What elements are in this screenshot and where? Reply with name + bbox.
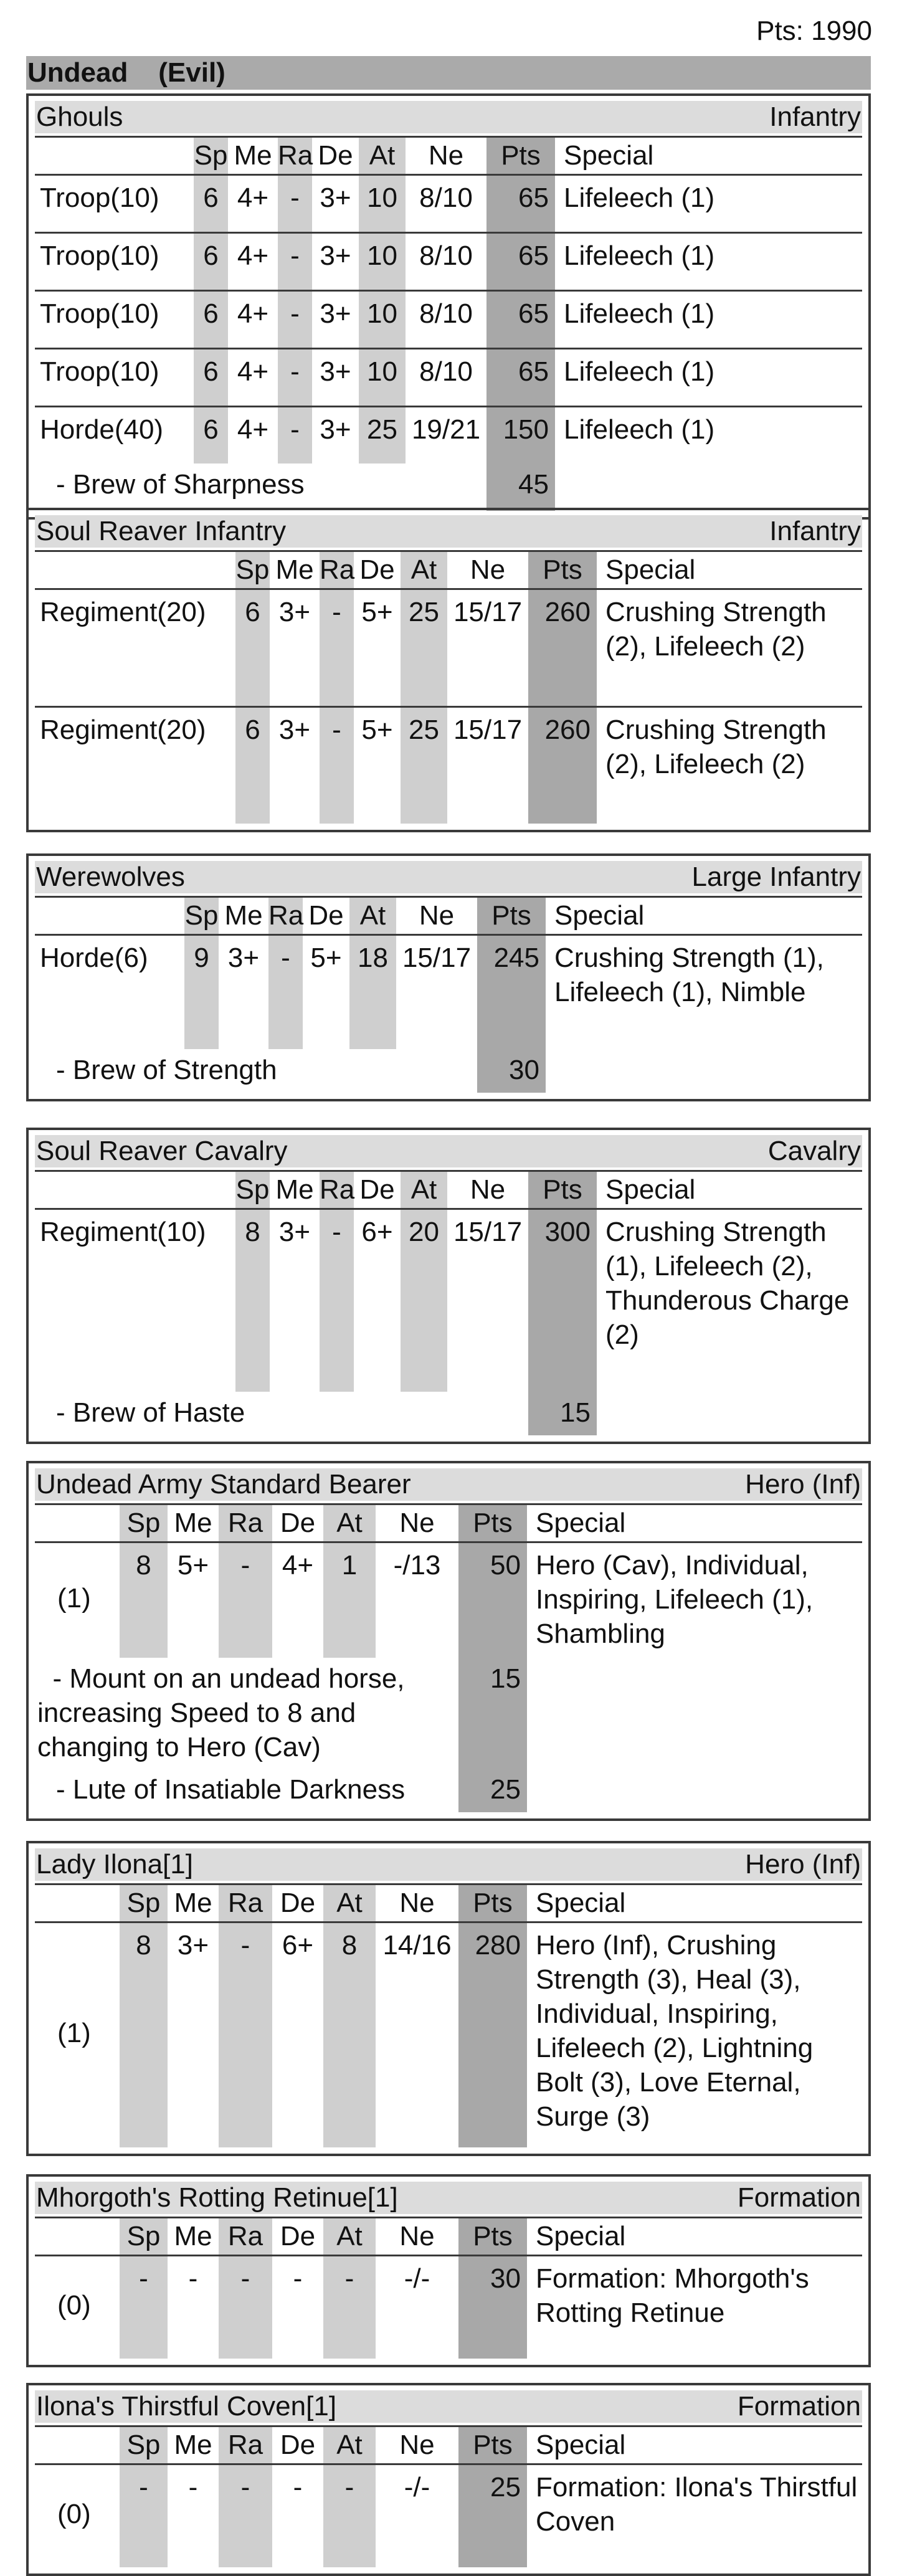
stat-me: 4+ xyxy=(228,232,278,290)
stat-ne: 15/17 xyxy=(402,943,472,973)
column-header-de: De xyxy=(354,1172,401,1210)
header-spacer xyxy=(35,2218,120,2256)
stat-ra: - xyxy=(320,706,354,824)
column-header-pts: Pts xyxy=(458,1885,527,1923)
upgrade-pts: 45 xyxy=(486,463,555,511)
upgrade-option: - Brew of Sharpness xyxy=(56,469,305,500)
column-header-ne: Ne xyxy=(396,898,477,936)
stat-ra: - xyxy=(268,936,303,1049)
stat-pts: 260 xyxy=(528,590,597,706)
stat-at: 25 xyxy=(401,590,447,706)
column-header-at: At xyxy=(401,1172,447,1210)
stat-table xyxy=(35,2425,862,2567)
column-header-special: Special xyxy=(527,2218,862,2256)
column-header-pts: Pts xyxy=(458,1505,527,1543)
upgrade-spacer xyxy=(597,1392,862,1435)
unit-header xyxy=(35,1135,862,1167)
column-header-ne: Ne xyxy=(376,1885,458,1923)
stat-me: 4+ xyxy=(237,183,269,213)
stat-me: 3+ xyxy=(278,1217,311,1247)
upgrade-spacer xyxy=(555,463,862,511)
stat-sp: 6 xyxy=(194,290,228,348)
stat-ra: - xyxy=(219,2256,272,2359)
stat-sp: 6 xyxy=(235,590,270,706)
stat-me: 4+ xyxy=(228,406,278,463)
unit-card xyxy=(26,1128,871,1444)
unit-card xyxy=(26,1461,871,1821)
stat-pts: 65 xyxy=(486,232,555,290)
column-header-me: Me xyxy=(168,2218,219,2256)
stat-ra: - xyxy=(219,1543,272,1658)
column-header-special: Special xyxy=(546,898,862,936)
special-rules: Lifeleech (1) xyxy=(564,183,715,213)
stat-pts: 150 xyxy=(486,406,555,463)
column-header-ra: Ra xyxy=(278,138,312,176)
stat-at: 10 xyxy=(359,290,406,348)
column-header-ne: Ne xyxy=(447,552,528,590)
stat-sp: 8 xyxy=(120,1543,168,1658)
unit-type: Formation xyxy=(737,2182,861,2213)
header-spacer xyxy=(35,2427,120,2465)
column-header-de: De xyxy=(312,138,359,176)
stat-pts: 280 xyxy=(458,1923,527,2147)
header-spacer xyxy=(35,898,184,936)
stat-sp: 6 xyxy=(194,232,228,290)
unit-size: Troop(10) xyxy=(35,348,194,406)
stat-de: 3+ xyxy=(312,406,359,463)
stat-ne: -/- xyxy=(404,2472,430,2502)
unit-type: Cavalry xyxy=(767,1136,861,1166)
upgrade-pts: 30 xyxy=(477,1049,546,1093)
army-title: Undead (Evil) xyxy=(26,56,871,90)
stat-sp: 6 xyxy=(194,406,228,463)
stat-ne: 8/10 xyxy=(419,183,473,213)
unit-header xyxy=(35,2182,862,2214)
special-rules: Formation: Ilona's Thirstful Coven xyxy=(536,2472,858,2537)
special-rules: Lifeleech (1) xyxy=(555,348,862,406)
column-header-pts: Pts xyxy=(458,2218,527,2256)
special-rules: Crushing Strength (2), Lifeleech (2) xyxy=(597,706,862,824)
stat-pts: 25 xyxy=(458,2465,527,2567)
unit-type: Infantry xyxy=(769,102,861,132)
column-header-de: De xyxy=(272,1505,323,1543)
unit-size: Regiment(20) xyxy=(40,597,206,627)
stat-at: 20 xyxy=(401,1210,447,1392)
column-header-ra: Ra xyxy=(320,1172,354,1210)
column-header-ne: Ne xyxy=(376,2218,458,2256)
special-rules: Crushing Strength (1), Lifeleech (1), Nimble xyxy=(554,943,824,1007)
special-rules: Formation: Mhorgoth's Rotting Retinue xyxy=(536,2263,809,2328)
stat-pts: 65 xyxy=(486,290,555,348)
unit-size: (0) xyxy=(57,2289,91,2321)
column-header-sp: Sp xyxy=(235,1172,270,1210)
unit-size: (0) xyxy=(57,2498,91,2529)
column-header-ra: Ra xyxy=(268,898,303,936)
stat-ra: - xyxy=(278,232,312,290)
points-total: Pts: 1990 xyxy=(756,16,872,46)
special-rules: Lifeleech (1) xyxy=(555,406,862,463)
stat-de: 3+ xyxy=(320,183,351,213)
header-spacer xyxy=(35,1505,120,1543)
unit-size: Horde(40) xyxy=(35,406,194,463)
column-header-special: Special xyxy=(597,552,862,590)
column-header-ra: Ra xyxy=(320,552,354,590)
unit-type: Infantry xyxy=(769,516,861,546)
column-header-pts: Pts xyxy=(486,138,555,176)
unit-size: (1) xyxy=(57,1582,91,1614)
stat-de: 4+ xyxy=(282,1550,314,1580)
column-header-at: At xyxy=(323,2218,376,2256)
stat-me: 3+ xyxy=(270,706,320,824)
special-rules: Crushing Strength (1), Lifeleech (2), Thunderous Charge (2) xyxy=(605,1217,850,1350)
stat-at: 25 xyxy=(401,706,447,824)
stat-table xyxy=(35,136,862,511)
unit-header xyxy=(35,861,862,893)
upgrade-spacer xyxy=(546,1049,862,1093)
upgrade-spacer xyxy=(527,1658,862,1769)
unit-size: Regiment(10) xyxy=(40,1217,206,1247)
upgrade-spacer xyxy=(527,1769,862,1812)
upgrade-pts: 25 xyxy=(458,1769,527,1812)
column-header-special: Special xyxy=(527,1885,862,1923)
column-header-me: Me xyxy=(219,898,268,936)
column-header-sp: Sp xyxy=(120,1505,168,1543)
column-header-me: Me xyxy=(228,138,278,176)
unit-header xyxy=(35,2390,862,2423)
stat-ne: 8/10 xyxy=(406,290,486,348)
stat-pts: 260 xyxy=(528,706,597,824)
stat-me: 3+ xyxy=(177,1930,209,1961)
column-header-ne: Ne xyxy=(376,2427,458,2465)
stat-sp: - xyxy=(120,2256,168,2359)
stat-at: 25 xyxy=(359,406,406,463)
unit-card xyxy=(26,93,871,520)
upgrade-option: - Brew of Strength xyxy=(56,1055,277,1085)
unit-name: Ilona's Thirstful Coven[1] xyxy=(36,2391,337,2422)
column-header-special: Special xyxy=(555,138,862,176)
unit-name: Lady Ilona[1] xyxy=(36,1849,193,1880)
special-rules: Hero (Inf), Crushing Strength (3), Heal (3), Individual, Inspiring, Lifeleech (2), Lightning Bolt (3), Love Eternal, Surge (3) xyxy=(536,1930,814,2132)
unit-type: Formation xyxy=(737,2391,861,2422)
stat-at: 8 xyxy=(323,1923,376,2147)
column-header-pts: Pts xyxy=(477,898,546,936)
stat-ra: - xyxy=(320,1210,354,1392)
upgrade-pts: 15 xyxy=(458,1658,527,1769)
stat-ne: 8/10 xyxy=(406,348,486,406)
unit-type: Large Infantry xyxy=(691,862,861,892)
unit-name: Werewolves xyxy=(36,862,185,892)
stat-ra: - xyxy=(278,348,312,406)
stat-at: 10 xyxy=(359,348,406,406)
column-header-ra: Ra xyxy=(219,1505,272,1543)
unit-card xyxy=(26,1841,871,2156)
stat-de: 5+ xyxy=(354,706,401,824)
special-rules: Crushing Strength (2), Lifeleech (2) xyxy=(605,597,827,662)
column-header-special: Special xyxy=(597,1172,862,1210)
stat-at: 18 xyxy=(349,936,396,1049)
stat-de: 3+ xyxy=(312,232,359,290)
unit-type: Hero (Inf) xyxy=(745,1849,861,1880)
stat-ne: 15/17 xyxy=(453,1217,523,1247)
stat-me: 5+ xyxy=(177,1550,209,1580)
stat-de: 5+ xyxy=(361,597,393,627)
stat-sp: 6 xyxy=(235,706,270,824)
stat-ne: 8/10 xyxy=(406,232,486,290)
unit-size: Regiment(20) xyxy=(35,706,235,824)
unit-name: Mhorgoth's Rotting Retinue[1] xyxy=(36,2182,398,2213)
stat-sp: 8 xyxy=(120,1923,168,2147)
column-header-sp: Sp xyxy=(184,898,219,936)
stat-de: 6+ xyxy=(282,1930,314,1961)
unit-size: Troop(10) xyxy=(40,183,159,213)
column-header-de: De xyxy=(272,2427,323,2465)
header-spacer xyxy=(35,552,235,590)
stat-at: 1 xyxy=(323,1543,376,1658)
stat-ra: - xyxy=(219,1923,272,2147)
column-header-sp: Sp xyxy=(194,138,228,176)
column-header-de: De xyxy=(303,898,349,936)
stat-pts: 30 xyxy=(458,2256,527,2359)
stat-at: 10 xyxy=(359,176,406,232)
stat-table xyxy=(35,896,862,1093)
unit-size: Troop(10) xyxy=(35,290,194,348)
header-spacer xyxy=(35,1885,120,1923)
column-header-at: At xyxy=(323,1885,376,1923)
stat-me: 4+ xyxy=(228,290,278,348)
stat-table xyxy=(35,550,862,824)
column-header-ra: Ra xyxy=(219,2218,272,2256)
upgrade-option: - Brew of Haste xyxy=(56,1397,245,1428)
column-header-at: At xyxy=(401,552,447,590)
stat-sp: 6 xyxy=(194,348,228,406)
stat-ne: 15/17 xyxy=(447,706,528,824)
stat-table xyxy=(35,1503,862,1812)
column-header-me: Me xyxy=(270,552,320,590)
special-rules: Lifeleech (1) xyxy=(555,290,862,348)
stat-at: 10 xyxy=(359,232,406,290)
header-spacer xyxy=(35,138,194,176)
upgrade-option: - Mount on an undead horse, increasing Speed to 8 and changing to Hero (Cav) xyxy=(37,1663,405,1762)
stat-de: 3+ xyxy=(312,290,359,348)
stat-de: 6+ xyxy=(361,1217,393,1247)
special-rules: Hero (Cav), Individual, Inspiring, Lifeleech (1), Shambling xyxy=(536,1550,814,1649)
stat-ne: 14/16 xyxy=(382,1930,452,1961)
column-header-me: Me xyxy=(168,1885,219,1923)
stat-ne: -/- xyxy=(404,2263,430,2294)
column-header-at: At xyxy=(359,138,406,176)
stat-sp: - xyxy=(120,2465,168,2567)
column-header-me: Me xyxy=(270,1172,320,1210)
header-spacer xyxy=(35,1172,235,1210)
stat-sp: 6 xyxy=(194,176,228,232)
column-header-ne: Ne xyxy=(376,1505,458,1543)
stat-de: - xyxy=(293,2263,303,2294)
stat-ne: 19/21 xyxy=(406,406,486,463)
stat-pts: 50 xyxy=(458,1543,527,1658)
unit-card xyxy=(26,2383,871,2576)
column-header-at: At xyxy=(323,2427,376,2465)
column-header-sp: Sp xyxy=(120,2427,168,2465)
stat-table xyxy=(35,1170,862,1435)
stat-de: - xyxy=(293,2472,303,2502)
unit-header xyxy=(35,1848,862,1881)
unit-header xyxy=(35,1468,862,1501)
column-header-sp: Sp xyxy=(120,1885,168,1923)
stat-ra: - xyxy=(219,2465,272,2567)
stat-at: - xyxy=(323,2465,376,2567)
column-header-de: De xyxy=(272,1885,323,1923)
unit-name: Soul Reaver Cavalry xyxy=(36,1136,288,1166)
stat-de: 3+ xyxy=(312,348,359,406)
column-header-at: At xyxy=(349,898,396,936)
unit-card xyxy=(26,853,871,1101)
special-rules: Lifeleech (1) xyxy=(555,232,862,290)
stat-ne: 15/17 xyxy=(453,597,523,627)
unit-card xyxy=(26,508,871,832)
stat-me: 3+ xyxy=(278,597,311,627)
stat-pts: 65 xyxy=(486,348,555,406)
stat-ne: -/13 xyxy=(393,1550,441,1580)
unit-name: Undead Army Standard Bearer xyxy=(36,1469,411,1499)
column-header-ne: Ne xyxy=(447,1172,528,1210)
unit-type: Hero (Inf) xyxy=(745,1469,861,1499)
stat-ra: - xyxy=(278,406,312,463)
column-header-ra: Ra xyxy=(219,2427,272,2465)
stat-me: - xyxy=(188,2472,198,2502)
column-header-pts: Pts xyxy=(528,1172,597,1210)
stat-ra: - xyxy=(278,176,312,232)
unit-header xyxy=(35,515,862,548)
column-header-me: Me xyxy=(168,2427,219,2465)
stat-table xyxy=(35,2217,862,2359)
upgrade-pts: 15 xyxy=(528,1392,597,1435)
column-header-de: De xyxy=(272,2218,323,2256)
stat-sp: 8 xyxy=(235,1210,270,1392)
stat-de: 5+ xyxy=(310,943,342,973)
stat-sp: 9 xyxy=(184,936,219,1049)
stat-pts: 65 xyxy=(486,176,555,232)
upgrade-option: - Lute of Insatiable Darkness xyxy=(56,1774,406,1805)
stat-me: 3+ xyxy=(227,943,260,973)
unit-size: Horde(6) xyxy=(40,943,148,973)
column-header-me: Me xyxy=(168,1505,219,1543)
column-header-ra: Ra xyxy=(219,1885,272,1923)
column-header-pts: Pts xyxy=(458,2427,527,2465)
column-header-special: Special xyxy=(527,2427,862,2465)
column-header-at: At xyxy=(323,1505,376,1543)
unit-size: (1) xyxy=(57,2017,91,2048)
unit-name: Soul Reaver Infantry xyxy=(36,516,287,546)
stat-ra: - xyxy=(278,290,312,348)
unit-name: Ghouls xyxy=(36,102,123,132)
stat-ra: - xyxy=(320,590,354,706)
column-header-sp: Sp xyxy=(235,552,270,590)
stat-pts: 245 xyxy=(477,936,546,1049)
stat-me: - xyxy=(188,2263,198,2294)
stat-at: - xyxy=(323,2256,376,2359)
unit-header xyxy=(35,101,862,133)
column-header-special: Special xyxy=(527,1505,862,1543)
column-header-ne: Ne xyxy=(406,138,486,176)
stat-pts: 300 xyxy=(528,1210,597,1392)
unit-size: Troop(10) xyxy=(35,232,194,290)
stat-table xyxy=(35,1883,862,2147)
column-header-pts: Pts xyxy=(528,552,597,590)
column-header-de: De xyxy=(354,552,401,590)
unit-card xyxy=(26,2174,871,2367)
column-header-sp: Sp xyxy=(120,2218,168,2256)
stat-me: 4+ xyxy=(228,348,278,406)
